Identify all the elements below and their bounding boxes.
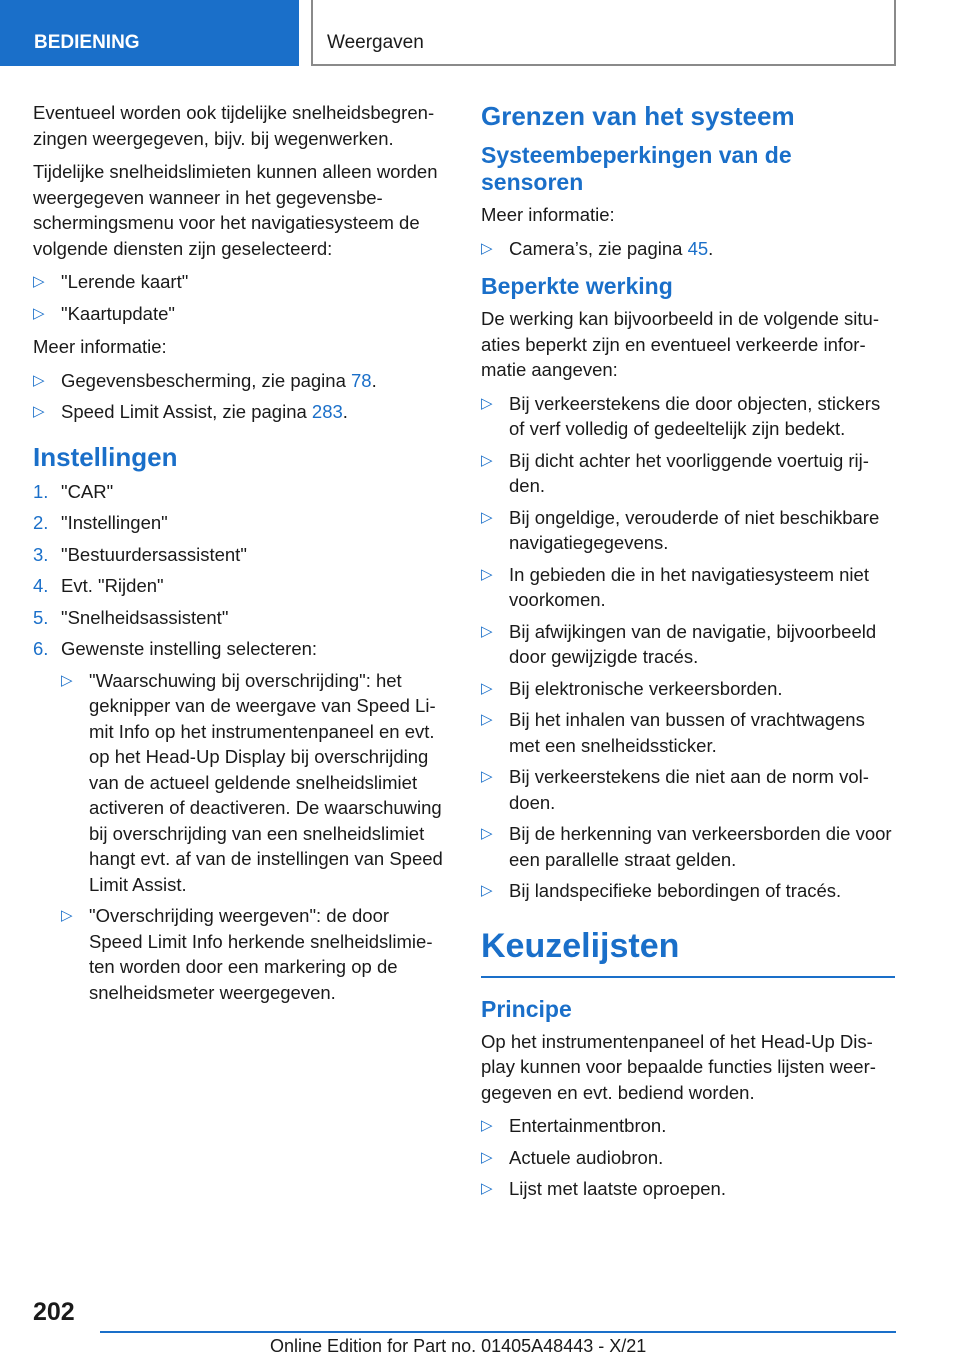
list-item: ▷ Bij het inhalen van bussen of vrachtwagens met een snelheidssticker.	[481, 709, 865, 756]
list-item: ▷ Bij de herkenning van verkeersborden die voor een parallelle straat gelden.	[481, 823, 892, 870]
triangle-bullet-icon: ▷	[481, 1148, 493, 1166]
triangle-bullet-icon: ▷	[33, 304, 45, 322]
principle-text: Op het instrumentenpaneel of het Head-Up Display kunnen voor bepaalde functies lijsten weergegeven en evt. bediend worden.	[481, 1030, 876, 1103]
sensors-heading: Systeembeperkingen van de sensoren	[481, 142, 792, 195]
triangle-bullet-icon: ▷	[481, 394, 493, 412]
triangle-bullet-icon: ▷	[481, 508, 493, 526]
list-item: ▷ Actuele audiobron.	[481, 1145, 895, 1171]
list-examples	[481, 1113, 895, 1202]
page-link[interactable]: 283	[311, 401, 343, 422]
intro-paragraph: Eventueel worden ook tijdelijke snelheidsbegrenzingen weergegeven, bijv. bij wegenwerken.	[33, 102, 435, 149]
list-item: ▷ Bij dicht achter het voorliggende voertuig rijden.	[481, 449, 869, 496]
page-link[interactable]: 45	[687, 237, 709, 259]
page-number: 202	[33, 1298, 75, 1326]
principle-heading: Principe	[481, 995, 572, 1022]
triangle-bullet-icon: ▷	[481, 825, 493, 842]
triangle-bullet-icon: ▷	[481, 1180, 493, 1197]
triangle-bullet-icon: ▷	[481, 768, 493, 785]
step-item: 6. Gewenste instelling selecteren: ▷ "Waarschuwing bij overschrijding": het geknipper van de weergave van Speed Limit Info op het instrumentenpaneel en evt. op het Head-Up Display bij overschrijding van de actueel geldende snelheidslimiet activeren of deactiveren. De waarschuwing bij overschrijding van een snelheidslimiet hangt evt. af van de instellingen van Speed Limit Assist. ▷ "Overschrijding weergeven": de door Speed Limit Info herkende snelheidslimieten worden door een markering op de snelheidsmeter weergegeven.	[33, 636, 447, 1005]
triangle-bullet-icon: ▷	[481, 711, 493, 728]
triangle-bullet-icon: ▷	[481, 622, 493, 640]
section-tab	[0, 0, 299, 66]
intro-paragraph: Tijdelijke snelheidslimieten kunnen alleen worden weergegeven wanneer in het gegevensbeschermingsmenu voor het navigatiesysteem de volgende diensten zijn geselecteerd:	[33, 161, 438, 259]
triangle-bullet-icon: ▷	[61, 671, 73, 689]
triangle-bullet-icon: ▷	[481, 679, 493, 697]
lists-heading: Keuzelijsten	[481, 926, 895, 978]
list-item: ▷ Gegevensbescherming, zie pagina 78.	[33, 368, 447, 394]
page-link[interactable]: 78	[351, 369, 372, 391]
chapter-title: Weergaven	[327, 32, 424, 53]
triangle-bullet-icon: ▷	[481, 882, 493, 899]
triangle-bullet-icon: ▷	[481, 239, 493, 257]
left-column	[33, 100, 447, 1013]
triangle-bullet-icon: ▷	[481, 565, 493, 583]
list-item: ▷ Entertainmentbron.	[481, 1113, 895, 1139]
section-title: BEDIENING	[34, 32, 140, 53]
steps-list	[33, 479, 447, 1006]
edition-footer: Online Edition for Part no. 01405A48443 - X/21	[270, 1336, 647, 1356]
list-item: ▷ Bij verkeerstekens die niet aan de norm voldoen.	[481, 766, 869, 813]
list-item: ▷ Bij landspecifieke bebordingen of tracés.	[481, 878, 895, 904]
services-list	[33, 269, 447, 326]
footer-divider	[100, 1331, 896, 1333]
step-item: 5. "Snelheidsassistent"	[33, 606, 229, 628]
sub-options-list	[61, 668, 447, 1006]
right-column	[481, 100, 895, 1210]
list-item: ▷ Bij elektronische verkeersborden.	[481, 676, 895, 702]
list-item: ▷ Lijst met laatste oproepen.	[481, 1176, 895, 1202]
triangle-bullet-icon: ▷	[481, 1117, 493, 1134]
reference-list	[33, 368, 447, 425]
more-info-label: Meer informatie:	[481, 204, 615, 225]
triangle-bullet-icon: ▷	[481, 451, 493, 469]
list-item: ▷ Bij ongeldige, verouderde of niet beschikbare navigatiegegevens.	[481, 506, 880, 553]
step-item: 2. "Instellingen"	[33, 512, 168, 533]
limits-heading: Grenzen van het systeem	[481, 101, 795, 131]
step-item: 1. "CAR"	[33, 480, 114, 502]
reference-list	[481, 236, 895, 262]
list-item: ▷ "Lerende kaart"	[33, 269, 447, 295]
list-item: ▷ "Kaartupdate"	[33, 301, 447, 327]
triangle-bullet-icon: ▷	[33, 273, 45, 290]
triangle-bullet-icon: ▷	[33, 403, 45, 420]
step-item: 4. Evt. "Rijden"	[33, 575, 164, 596]
step-item: 3. "Bestuurdersassistent"	[33, 543, 247, 565]
restricted-heading: Beperkte werking	[481, 273, 673, 299]
list-item: ▷ In gebieden die in het navigatiesysteem niet voorkomen.	[481, 563, 869, 610]
triangle-bullet-icon: ▷	[33, 371, 45, 389]
list-item: ▷ Speed Limit Assist, zie pagina 283.	[33, 399, 447, 425]
restricted-intro: De werking kan bijvoorbeeld in de volgende situaties beperkt zijn en eventueel verkeerde informatie aangeven:	[481, 308, 879, 380]
restrictions-list	[481, 391, 895, 904]
list-item: ▷ Camera’s, zie pagina 45.	[481, 236, 895, 262]
list-item: ▷ Bij afwijkingen van de navigatie, bijvoorbeeld door gewijzigde tracés.	[481, 620, 877, 667]
list-item: ▷ Bij verkeerstekens die door objecten, stickers of verf volledig of gedeeltelijk zijn bedekt.	[481, 392, 881, 439]
list-item: ▷ "Overschrijding weergeven": de door Speed Limit Info herkende snelheidslimieten worden door een markering op de snelheidsmeter weergegeven.	[61, 905, 433, 1003]
triangle-bullet-icon: ▷	[61, 907, 73, 924]
chapter-tab	[311, 0, 896, 66]
list-item: ▷ "Waarschuwing bij overschrijding": het geknipper van de weergave van Speed Limit Info op het instrumentenpaneel en evt. op het Head-Up Display bij overschrijding van de actueel geldende snelheidslimiet activeren of deactiveren. De waarschuwing bij overschrijding van een snelheidslimiet hangt evt. af van de instellingen van Speed Limit Assist.	[61, 669, 443, 895]
more-info-label: Meer informatie:	[33, 336, 167, 357]
settings-heading: Instellingen	[33, 441, 178, 472]
